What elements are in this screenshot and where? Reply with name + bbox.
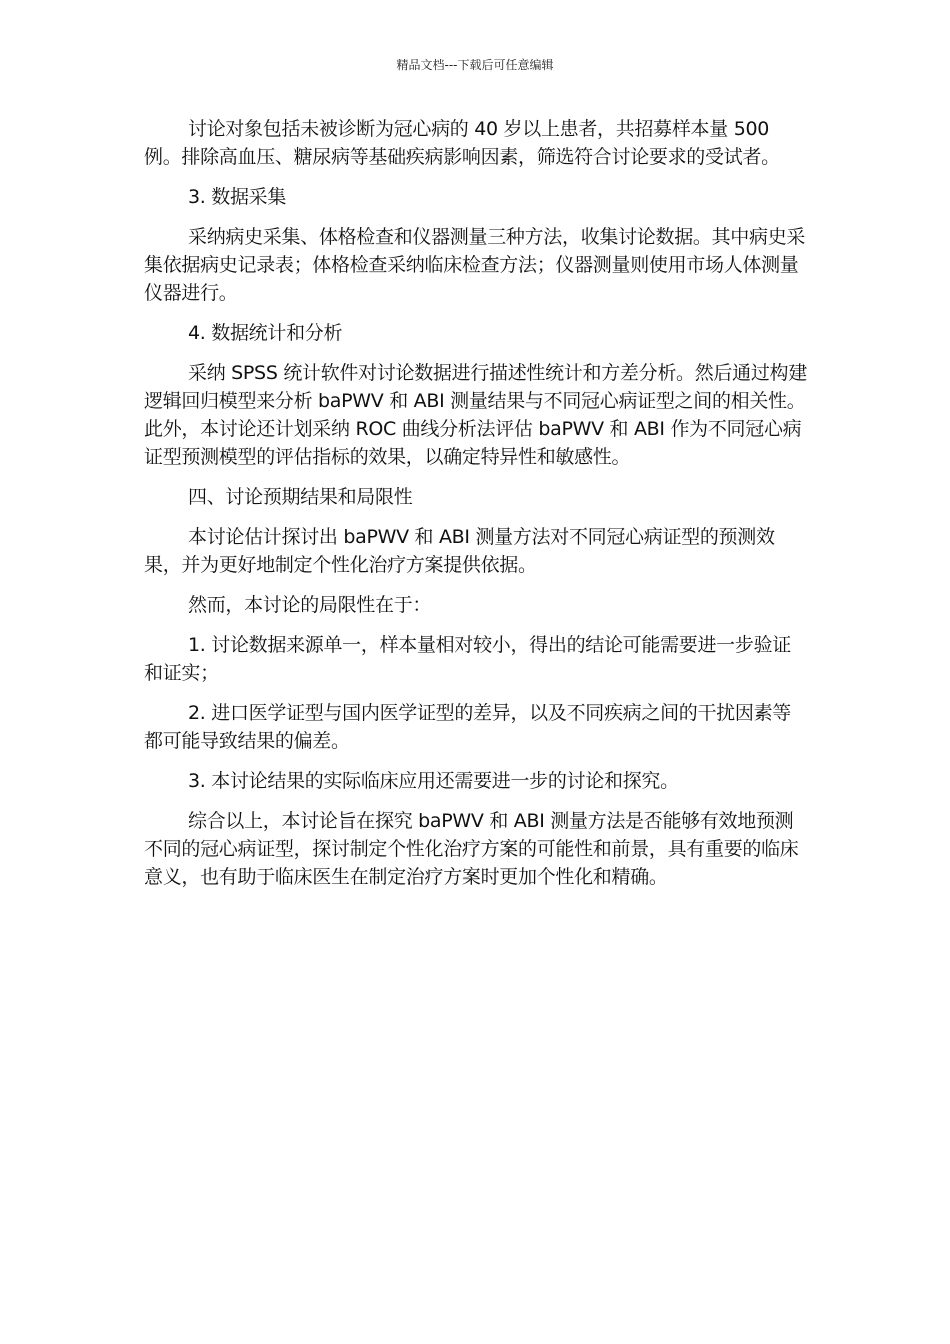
heading-data-collection: 3. 数据采集 <box>188 186 287 208</box>
limitation-item-1: 1. 讨论数据来源单一，样本量相对较小，得出的结论可能需要进一步验证和证实； <box>144 634 791 684</box>
paragraph-expected-results: 本讨论估计探讨出 baPWV 和 ABI 测量方法对不同冠心病证型的预测效果，并为更好地制定个性化治疗方案提供依据。 <box>144 526 775 576</box>
paragraph-data-collection: 采纳病史采集、体格检查和仪器测量三种方法，收集讨论数据。其中病史采集依据病史记录表；体格检查采纳临床检查方法；仪器测量则使用市场人体测量仪器进行。 <box>144 226 806 304</box>
page-header: 精品文档---下载后可任意编辑 <box>396 58 554 72</box>
document-body <box>144 115 808 903</box>
paragraph-limitations-intro: 然而，本讨论的局限性在于： <box>188 594 432 616</box>
paragraph-study-subjects: 讨论对象包括未被诊断为冠心病的 40 岁以上患者，共招募样本量 500 例。排除高血压、糖尿病等基础疾病影响因素，筛选符合讨论要求的受试者。 <box>144 118 780 168</box>
limitation-item-3: 3. 本讨论结果的实际临床应用还需要进一步的讨论和探究。 <box>188 770 679 792</box>
paragraph-conclusion: 综合以上，本讨论旨在探究 baPWV 和 ABI 测量方法是否能够有效地预测不同的冠心病证型，探讨制定个性化治疗方案的可能性和前景，具有重要的临床意义，也有助于临床医生在制定治疗方案时更加个性化和精确。 <box>144 810 799 888</box>
heading-statistics-analysis: 4. 数据统计和分析 <box>188 322 343 344</box>
heading-expected-results-limitations: 四、讨论预期结果和局限性 <box>188 486 413 508</box>
paragraph-statistics-analysis: 采纳 SPSS 统计软件对讨论数据进行描述性统计和方差分析。然后通过构建逻辑回归模型来分析 baPWV 和 ABI 测量结果与不同冠心病证型之间的相关性。此外，本讨论还计划采纳 ROC 曲线分析法评估 baPWV 和 ABI 作为不同冠心病证型预测模型的评估指标的效果，以确定特异性和敏感性。 <box>144 362 807 468</box>
limitation-item-2: 2. 进口医学证型与国内医学证型的差异，以及不同疾病之间的干扰因素等都可能导致结果的偏差。 <box>144 702 791 752</box>
